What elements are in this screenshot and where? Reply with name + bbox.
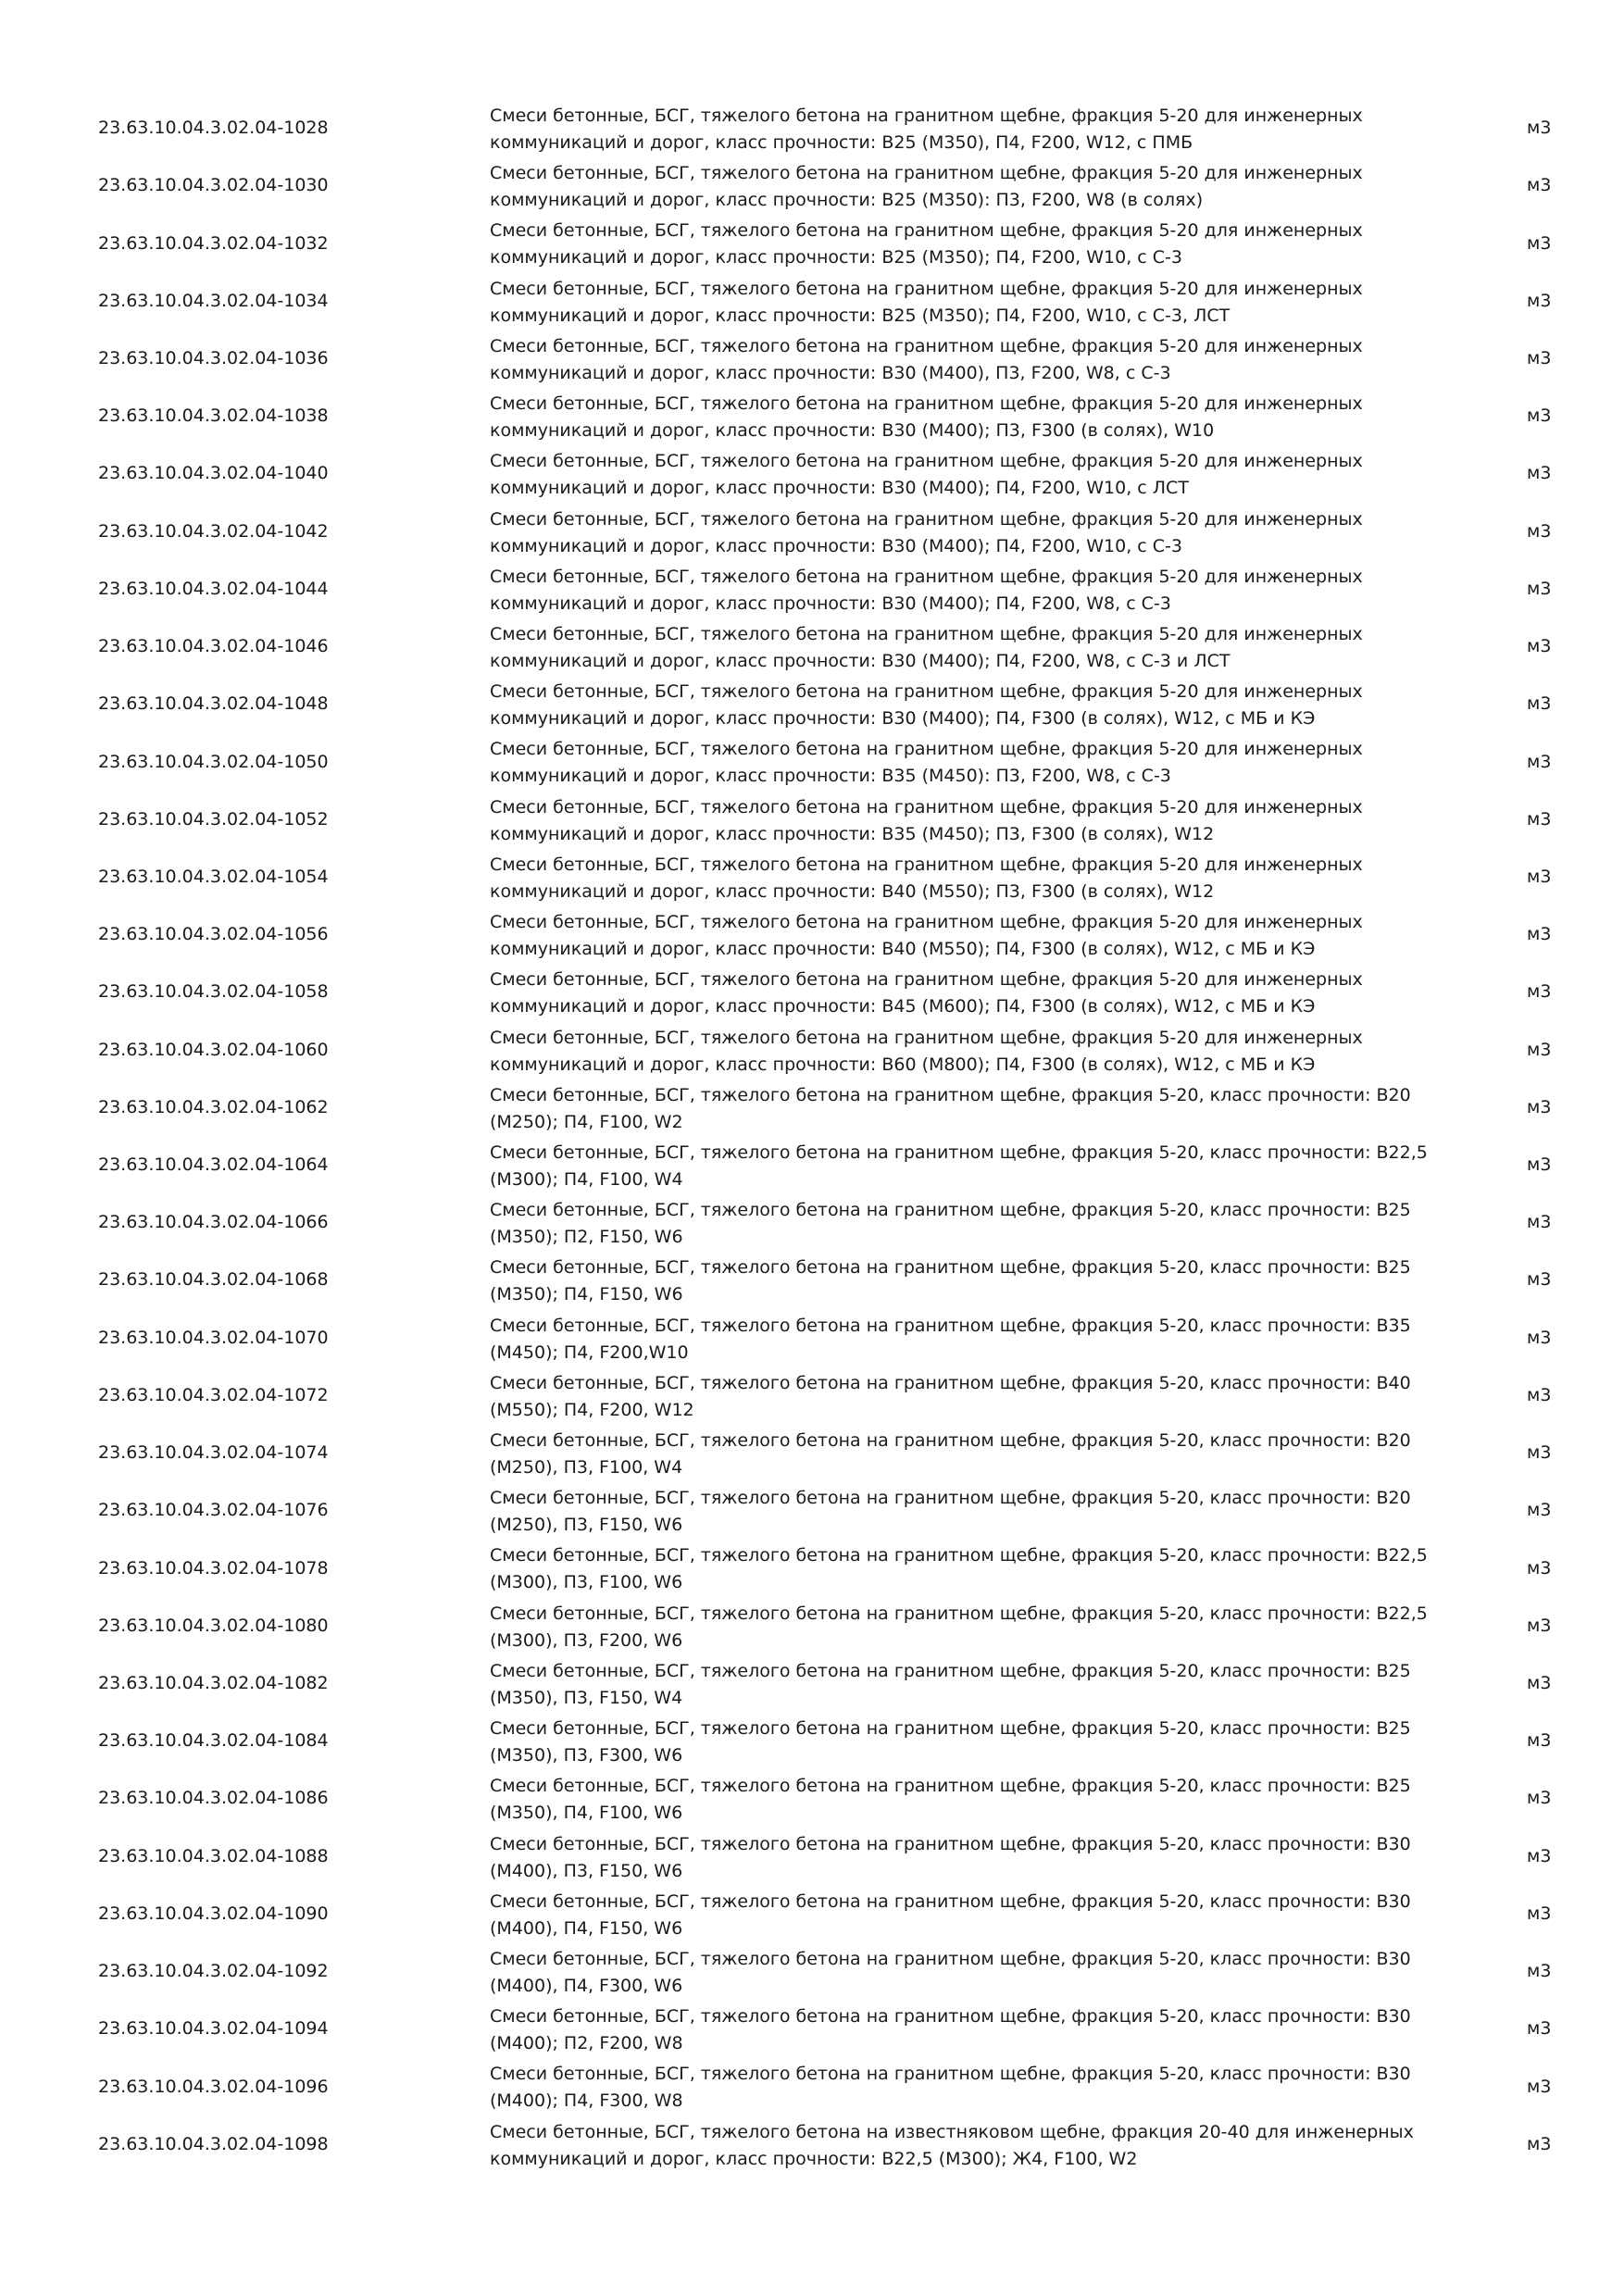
unit-of-measure: м3 bbox=[1527, 175, 1552, 196]
resource-description: Смеси бетонные, БСГ, тяжелого бетона на гранитном щебне, фракция 5-20 для инженерных коммуникаций и дорог, класс прочности: В30 (М400); П4, F200, W10, с ЛСТ bbox=[490, 451, 1363, 499]
table-row bbox=[0, 2115, 1624, 2173]
resource-code: 23.63.10.04.3.02.04-1062 bbox=[98, 1096, 329, 1117]
table-row bbox=[0, 330, 1624, 387]
resource-description: Смеси бетонные, БСГ, тяжелого бетона на гранитном щебне, фракция 5-20 для инженерных коммуникаций и дорог, класс прочности: В35 (М450): П3, F200, W8, с С-3 bbox=[490, 739, 1363, 787]
resource-code: 23.63.10.04.3.02.04-1092 bbox=[98, 1961, 329, 1982]
unit-of-measure: м3 bbox=[1527, 1500, 1552, 1521]
unit-of-measure: м3 bbox=[1527, 636, 1552, 657]
resource-code: 23.63.10.04.3.02.04-1068 bbox=[98, 1269, 329, 1291]
unit-of-measure: м3 bbox=[1527, 1384, 1552, 1405]
unit-of-measure: м3 bbox=[1527, 1269, 1552, 1291]
resource-description: Смеси бетонные, БСГ, тяжелого бетона на гранитном щебне, фракция 5-20 для инженерных коммуникаций и дорог, класс прочности: В30 (М400), П3, F200, W8, с С-3 bbox=[490, 335, 1363, 383]
resource-code: 23.63.10.04.3.02.04-1064 bbox=[98, 1154, 329, 1176]
unit-of-measure: м3 bbox=[1527, 1039, 1552, 1060]
resource-code: 23.63.10.04.3.02.04-1036 bbox=[98, 347, 329, 368]
unit-of-measure: м3 bbox=[1527, 1961, 1552, 1982]
resource-description: Смеси бетонные, БСГ, тяжелого бетона на гранитном щебне, фракция 5-20, класс прочности: В25 (М350), П4, F100, W6 bbox=[490, 1776, 1411, 1824]
table-row bbox=[0, 156, 1624, 214]
resource-code: 23.63.10.04.3.02.04-1078 bbox=[98, 1557, 329, 1578]
table-row bbox=[0, 675, 1624, 732]
table-row bbox=[0, 1769, 1624, 1827]
table-row bbox=[0, 848, 1624, 905]
table-row bbox=[0, 503, 1624, 560]
table-row bbox=[0, 387, 1624, 444]
resource-description: Смеси бетонные, БСГ, тяжелого бетона на гранитном щебне, фракция 5-20 для инженерных коммуникаций и дорог, класс прочности: В25 (М350); П4, F200, W10, с С-3, ЛСТ bbox=[490, 278, 1363, 326]
resource-description: Смеси бетонные, БСГ, тяжелого бетона на гранитном щебне, фракция 5-20, класс прочности: В22,5 (М300); П4, F100, W4 bbox=[490, 1142, 1428, 1190]
resource-code: 23.63.10.04.3.02.04-1060 bbox=[98, 1039, 329, 1060]
resource-code: 23.63.10.04.3.02.04-1088 bbox=[98, 1845, 329, 1866]
resource-description: Смеси бетонные, БСГ, тяжелого бетона на гранитном щебне, фракция 5-20 для инженерных коммуникаций и дорог, класс прочности: В30 (М400); П4, F200, W8, с С-3 bbox=[490, 566, 1363, 614]
resource-code: 23.63.10.04.3.02.04-1058 bbox=[98, 981, 329, 1003]
resource-code: 23.63.10.04.3.02.04-1054 bbox=[98, 866, 329, 887]
unit-of-measure: м3 bbox=[1527, 347, 1552, 368]
table-row bbox=[0, 214, 1624, 271]
resource-description: Смеси бетонные, БСГ, тяжелого бетона на гранитном щебне, фракция 5-20, класс прочности: В20 (М250), П3, F100, W4 bbox=[490, 1430, 1411, 1479]
table-row bbox=[0, 1597, 1624, 1654]
table-row bbox=[0, 1079, 1624, 1136]
resource-code: 23.63.10.04.3.02.04-1056 bbox=[98, 924, 329, 945]
resource-description: Смеси бетонные, БСГ, тяжелого бетона на гранитном щебне, фракция 5-20 для инженерных коммуникаций и дорог, класс прочности: В30 (М400); П4, F300 (в солях), W12, с МБ и КЭ bbox=[490, 681, 1363, 730]
resource-description: Смеси бетонные, БСГ, тяжелого бетона на гранитном щебне, фракция 5-20 для инженерных коммуникаций и дорог, класс прочности: В25 (М350); П4, F200, W10, с С-3 bbox=[490, 220, 1363, 268]
resource-code: 23.63.10.04.3.02.04-1048 bbox=[98, 693, 329, 715]
table-row bbox=[0, 272, 1624, 330]
table-row bbox=[0, 618, 1624, 675]
resource-code: 23.63.10.04.3.02.04-1096 bbox=[98, 2076, 329, 2097]
table-row bbox=[0, 1481, 1624, 1539]
table-row bbox=[0, 444, 1624, 502]
unit-of-measure: м3 bbox=[1527, 1903, 1552, 1924]
table-row bbox=[0, 963, 1624, 1020]
resource-code: 23.63.10.04.3.02.04-1034 bbox=[98, 290, 329, 311]
resource-description: Смеси бетонные, БСГ, тяжелого бетона на гранитном щебне, фракция 5-20 для инженерных коммуникаций и дорог, класс прочности: В30 (М400); П4, F200, W8, с С-3 и ЛСТ bbox=[490, 623, 1363, 671]
unit-of-measure: м3 bbox=[1527, 463, 1552, 484]
unit-of-measure: м3 bbox=[1527, 981, 1552, 1003]
resource-code: 23.63.10.04.3.02.04-1084 bbox=[98, 1730, 329, 1752]
resource-description: Смеси бетонные, БСГ, тяжелого бетона на гранитном щебне, фракция 5-20 для инженерных коммуникаций и дорог, класс прочности: В40 (М550); П4, F300 (в солях), W12, с МБ и КЭ bbox=[490, 912, 1363, 960]
unit-of-measure: м3 bbox=[1527, 924, 1552, 945]
table-row bbox=[0, 1251, 1624, 1308]
unit-of-measure: м3 bbox=[1527, 1442, 1552, 1464]
resource-description: Смеси бетонные, БСГ, тяжелого бетона на гранитном щебне, фракция 5-20 для инженерных коммуникаций и дорог, класс прочности: В60 (М800); П4, F300 (в солях), W12, с МБ и КЭ bbox=[490, 1027, 1363, 1075]
resource-code: 23.63.10.04.3.02.04-1080 bbox=[98, 1615, 329, 1636]
resource-description: Смеси бетонные, БСГ, тяжелого бетона на гранитном щебне, фракция 5-20 для инженерных коммуникаций и дорог, класс прочности: В40 (М550); П3, F300 (в солях), W12 bbox=[490, 854, 1363, 902]
unit-of-measure: м3 bbox=[1527, 1327, 1552, 1348]
table-row bbox=[0, 905, 1624, 963]
resource-description: Смеси бетонные, БСГ, тяжелого бетона на гранитном щебне, фракция 5-20, класс прочности: В30 (М400), П4, F300, W6 bbox=[490, 1949, 1411, 1996]
table-row bbox=[0, 1136, 1624, 1193]
resource-code: 23.63.10.04.3.02.04-1052 bbox=[98, 808, 329, 830]
unit-of-measure: м3 bbox=[1527, 290, 1552, 311]
resource-description: Смеси бетонные, БСГ, тяжелого бетона на гранитном щебне, фракция 5-20, класс прочности: В22,5 (М300), П3, F100, W6 bbox=[490, 1545, 1428, 1593]
unit-of-measure: м3 bbox=[1527, 1788, 1552, 1809]
unit-of-measure: м3 bbox=[1527, 1845, 1552, 1866]
table-row bbox=[0, 1828, 1624, 1885]
unit-of-measure: м3 bbox=[1527, 866, 1552, 887]
resource-code: 23.63.10.04.3.02.04-1042 bbox=[98, 520, 329, 542]
unit-of-measure: м3 bbox=[1527, 1212, 1552, 1233]
resource-code: 23.63.10.04.3.02.04-1070 bbox=[98, 1327, 329, 1348]
unit-of-measure: м3 bbox=[1527, 2133, 1552, 2154]
resource-description: Смеси бетонные, БСГ, тяжелого бетона на гранитном щебне, фракция 5-20, класс прочности: В22,5 (М300), П3, F200, W6 bbox=[490, 1603, 1428, 1651]
table-row bbox=[0, 1712, 1624, 1769]
unit-of-measure: м3 bbox=[1527, 1730, 1552, 1752]
table-row bbox=[0, 1942, 1624, 2000]
resource-code: 23.63.10.04.3.02.04-1050 bbox=[98, 751, 329, 772]
resource-description: Смеси бетонные, БСГ, тяжелого бетона на гранитном щебне, фракция 5-20, класс прочности: В30 (М400), П4, F150, W6 bbox=[490, 1890, 1411, 1939]
resource-description: Смеси бетонные, БСГ, тяжелого бетона на гранитном щебне, фракция 5-20, класс прочности: В35 (М450); П4, F200,W10 bbox=[490, 1315, 1411, 1363]
table-row bbox=[0, 1366, 1624, 1424]
resource-code: 23.63.10.04.3.02.04-1038 bbox=[98, 406, 329, 427]
resource-description: Смеси бетонные, БСГ, тяжелого бетона на гранитном щебне, фракция 5-20 для инженерных коммуникаций и дорог, класс прочности: В30 (М400); П4, F200, W10, с С-3 bbox=[490, 508, 1363, 556]
resource-code: 23.63.10.04.3.02.04-1044 bbox=[98, 578, 329, 599]
resource-code: 23.63.10.04.3.02.04-1076 bbox=[98, 1500, 329, 1521]
resource-code: 23.63.10.04.3.02.04-1074 bbox=[98, 1442, 329, 1464]
resource-description: Смеси бетонные, БСГ, тяжелого бетона на гранитном щебне, фракция 5-20 для инженерных коммуникаций и дорог, класс прочности: В25 (М350): П3, F200, W8 (в солях) bbox=[490, 163, 1363, 211]
resource-description: Смеси бетонные, БСГ, тяжелого бетона на гранитном щебне, фракция 5-20, класс прочности: В25 (М350); П4, F150, W6 bbox=[490, 1257, 1411, 1305]
table-row bbox=[0, 1021, 1624, 1079]
resource-description: Смеси бетонные, БСГ, тяжелого бетона на гранитном щебне, фракция 5-20, класс прочности: В25 (М350), П3, F300, W6 bbox=[490, 1718, 1411, 1766]
unit-of-measure: м3 bbox=[1527, 118, 1552, 139]
unit-of-measure: м3 bbox=[1527, 1557, 1552, 1578]
resource-description: Смеси бетонные, БСГ, тяжелого бетона на гранитном щебне, фракция 5-20 для инженерных коммуникаций и дорог, класс прочности: В25 (М350), П4, F200, W12, с ПМБ bbox=[490, 106, 1363, 153]
resource-code: 23.63.10.04.3.02.04-1072 bbox=[98, 1384, 329, 1405]
table-row bbox=[0, 732, 1624, 790]
unit-of-measure: м3 bbox=[1527, 2076, 1552, 2097]
resource-code: 23.63.10.04.3.02.04-1098 bbox=[98, 2133, 329, 2154]
resource-description: Смеси бетонные, БСГ, тяжелого бетона на гранитном щебне, фракция 5-20, класс прочности: В30 (М400); П2, F200, W8 bbox=[490, 2006, 1411, 2054]
unit-of-measure: м3 bbox=[1527, 1154, 1552, 1176]
resource-code: 23.63.10.04.3.02.04-1066 bbox=[98, 1212, 329, 1233]
unit-of-measure: м3 bbox=[1527, 232, 1552, 254]
resource-description: Смеси бетонные, БСГ, тяжелого бетона на гранитном щебне, фракция 5-20, класс прочности: В20 (М250); П4, F100, W2 bbox=[490, 1084, 1411, 1132]
table-row bbox=[0, 560, 1624, 618]
resource-code: 23.63.10.04.3.02.04-1094 bbox=[98, 2018, 329, 2040]
resource-description: Смеси бетонные, БСГ, тяжелого бетона на гранитном щебне, фракция 5-20, класс прочности: В25 (М350); П2, F150, W6 bbox=[490, 1200, 1411, 1248]
resource-description: Смеси бетонные, БСГ, тяжелого бетона на гранитном щебне, фракция 5-20, класс прочности: В40 (М550); П4, F200, W12 bbox=[490, 1372, 1411, 1420]
unit-of-measure: м3 bbox=[1527, 520, 1552, 542]
unit-of-measure: м3 bbox=[1527, 1096, 1552, 1117]
table-row bbox=[0, 1539, 1624, 1596]
table-row bbox=[0, 1424, 1624, 1481]
resource-code: 23.63.10.04.3.02.04-1028 bbox=[98, 118, 329, 139]
resource-description: Смеси бетонные, БСГ, тяжелого бетона на гранитном щебне, фракция 5-20 для инженерных коммуникаций и дорог, класс прочности: В45 (М600); П4, F300 (в солях), W12, с МБ и КЭ bbox=[490, 969, 1363, 1017]
unit-of-measure: м3 bbox=[1527, 751, 1552, 772]
resource-description: Смеси бетонные, БСГ, тяжелого бетона на гранитном щебне, фракция 5-20, класс прочности: В25 (М350), П3, F150, W4 bbox=[490, 1660, 1411, 1708]
table-row bbox=[0, 99, 1624, 156]
table-row bbox=[0, 1193, 1624, 1251]
resource-code: 23.63.10.04.3.02.04-1090 bbox=[98, 1903, 329, 1924]
table-row bbox=[0, 1654, 1624, 1712]
price-list-table bbox=[0, 99, 1624, 2173]
resource-description: Смеси бетонные, БСГ, тяжелого бетона на известняковом щебне, фракция 20-40 для инженерных коммуникаций и дорог, класс прочности: В22,5 (М300); Ж4, F100, W2 bbox=[490, 2121, 1414, 2169]
resource-code: 23.63.10.04.3.02.04-1040 bbox=[98, 463, 329, 484]
table-row bbox=[0, 1885, 1624, 1942]
resource-description: Смеси бетонные, БСГ, тяжелого бетона на гранитном щебне, фракция 5-20, класс прочности: В30 (М400), П3, F150, W6 bbox=[490, 1833, 1411, 1881]
unit-of-measure: м3 bbox=[1527, 1673, 1552, 1694]
table-row bbox=[0, 2057, 1624, 2115]
resource-code: 23.63.10.04.3.02.04-1046 bbox=[98, 636, 329, 657]
resource-description: Смеси бетонные, БСГ, тяжелого бетона на гранитном щебне, фракция 5-20 для инженерных коммуникаций и дорог, класс прочности: В35 (М450); П3, F300 (в солях), W12 bbox=[490, 796, 1363, 844]
table-row bbox=[0, 791, 1624, 848]
table-row bbox=[0, 1309, 1624, 1366]
unit-of-measure: м3 bbox=[1527, 2018, 1552, 2040]
unit-of-measure: м3 bbox=[1527, 406, 1552, 427]
resource-code: 23.63.10.04.3.02.04-1032 bbox=[98, 232, 329, 254]
unit-of-measure: м3 bbox=[1527, 1615, 1552, 1636]
unit-of-measure: м3 bbox=[1527, 693, 1552, 715]
resource-description: Смеси бетонные, БСГ, тяжелого бетона на гранитном щебне, фракция 5-20, класс прочности: В20 (М250), П3, F150, W6 bbox=[490, 1488, 1411, 1536]
unit-of-measure: м3 bbox=[1527, 578, 1552, 599]
unit-of-measure: м3 bbox=[1527, 808, 1552, 830]
resource-description: Смеси бетонные, БСГ, тяжелого бетона на гранитном щебне, фракция 5-20 для инженерных коммуникаций и дорог, класс прочности: В30 (М400); П3, F300 (в солях), W10 bbox=[490, 393, 1363, 442]
resource-code: 23.63.10.04.3.02.04-1082 bbox=[98, 1673, 329, 1694]
resource-code: 23.63.10.04.3.02.04-1030 bbox=[98, 175, 329, 196]
resource-description: Смеси бетонные, БСГ, тяжелого бетона на гранитном щебне, фракция 5-20, класс прочности: В30 (М400); П4, F300, W8 bbox=[490, 2064, 1411, 2112]
resource-code: 23.63.10.04.3.02.04-1086 bbox=[98, 1788, 329, 1809]
table-row bbox=[0, 2000, 1624, 2057]
